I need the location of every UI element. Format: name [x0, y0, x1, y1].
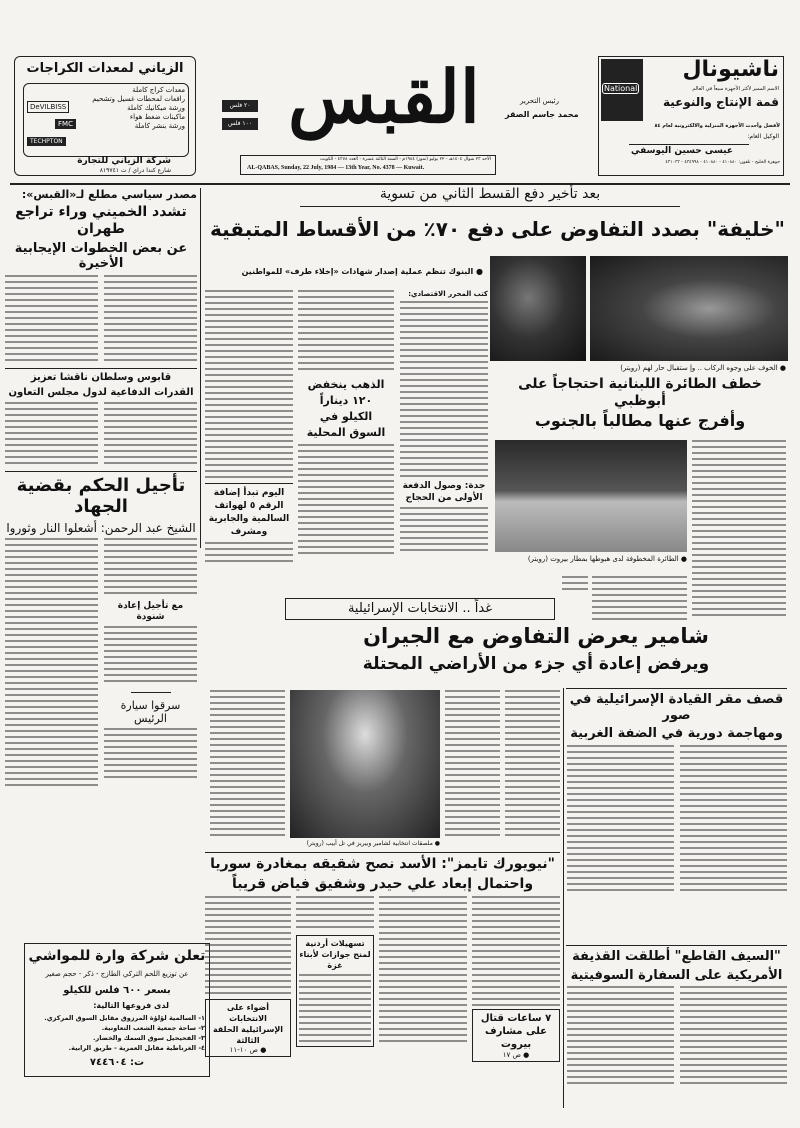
article-body — [298, 290, 394, 374]
jihad-subhead: الشيخ عبد الرحمن: أشعلوا النار وثوروا — [6, 520, 196, 535]
article-body — [592, 576, 687, 620]
date-english: AL-QABAS, Sunday, 22 July, 1984 — 13th Year, No. 4378 — Kuwait. — [247, 165, 425, 171]
photo-caption: ● الخوف على وجوه الركاب .. وإ ستقبال حار لهم (رويتر) — [620, 364, 786, 372]
brand-devilbiss: DeVILBISS — [27, 101, 69, 113]
passengers-photo — [590, 256, 788, 361]
left-column — [5, 188, 197, 788]
national-ad — [598, 56, 784, 176]
article-body — [104, 728, 197, 778]
plane-photo — [495, 440, 687, 552]
livestock-branches — [29, 1013, 205, 1053]
article-body — [379, 896, 467, 1046]
nyt-headline-2: واحتمال إبعاد علي حيدر وشفيق فياض قريباً — [231, 875, 534, 892]
sword-headline-2: الأمريكية على السفارة السوفيتية — [570, 967, 783, 983]
price-box-2: ١٠٠ فلس — [222, 118, 258, 130]
lead-col-a — [205, 290, 293, 562]
brand-fmc: FMC — [55, 119, 76, 129]
tyre-section — [566, 688, 787, 895]
livestock-phone: ت: ٧٤٤٦٠٤ — [89, 1057, 145, 1068]
jordan-headline: تسهيلات أردنية لمنح جوازات لأبناء غزة — [299, 938, 371, 970]
article-body — [296, 896, 374, 932]
article-body — [680, 986, 787, 1086]
lead-byline: كتب المحرر الاقتصادي: — [408, 290, 488, 298]
article-body — [692, 440, 786, 620]
branch-item: ٣- الفحيحيل سوق السمك والخضار. — [93, 1034, 205, 1042]
branch-item: ٢- ساحة جمعية الشعب التعاونية. — [101, 1024, 205, 1032]
national-brand: National — [604, 84, 638, 93]
tyre-headline-1: قصف مقر القيادة الإسرائيلية في صور — [569, 692, 784, 723]
elections-series-ref: ● ص ١٠-١١ — [229, 1045, 267, 1054]
nyt-headline-1: "نيويورك تايمز": الأسد نصح شقيقه بمغادرة سوريا — [210, 856, 555, 872]
elections-banner: غداً .. الانتخابات الإسرائيلية — [285, 598, 555, 620]
article-body — [5, 275, 98, 365]
shamir-headline-1: شامير يعرض التفاوض مع الجيران — [363, 624, 709, 648]
national-sub: لأفضل وأحدث الأجهزة المنزلية والالكترونية لعام ٨٤ — [654, 123, 780, 129]
article-body — [445, 690, 500, 840]
price-box-1: ٢٠ فلس — [222, 100, 258, 112]
article-body — [5, 538, 98, 788]
zayani-ad-title: الزياني لمعدات الكراجات — [26, 61, 184, 76]
national-slogan: قمة الإنتاج والنوعية — [662, 95, 779, 109]
left-top-headline-1: تشدد الخميني وراء تراجع طهران — [15, 204, 187, 237]
copts-headline: مع تأجيل إعادة شنودة — [117, 601, 184, 623]
gold-headline: الذهب ينخفض ١٢٠ ديناراً الكيلو في السوق المحلية — [306, 378, 386, 439]
president-car-headline: سرقوا سيارة الرئيس — [120, 698, 181, 726]
fighting-box: ٧ ساعات قتال على مشارف بيروت ● ص ١٧ — [472, 1009, 560, 1062]
livestock-title: تعلن شركة وارة للمواشي — [28, 948, 206, 964]
article-body — [104, 538, 197, 598]
shamir-headline-2: ويرفض إعادة أي جزء من الأراضي المحتلة — [362, 654, 710, 674]
article-body — [472, 896, 560, 1006]
jihad-headline: تأجيل الحكم بقضية الجهاد — [16, 474, 186, 518]
national-contact: جوهرة الخليج - تلفون: ٤١٠٨٨٠ - ٤١٠٨٨٠ - ٤٣٤٩٩٨ - ٤٣١٠٣٣ — [665, 160, 780, 165]
article-body — [104, 275, 197, 365]
lead-headline: "خليفة" بصدد التفاوض على دفع ٧٠٪ من الأقساط المتبقية — [210, 217, 785, 241]
livestock-branches-label: لدى فروعها التالية: — [93, 1001, 169, 1010]
livestock-ad — [24, 943, 210, 1077]
article-body — [400, 507, 488, 551]
left-top-kicker: مصدر سياسي مطلع لـ«القبس»: — [21, 188, 197, 201]
article-body — [210, 690, 285, 840]
hijack-headline-1: خطف الطائرة اللبنانية احتجاجاً على أبوظبي — [518, 376, 762, 409]
editor-label: رئيس التحرير — [520, 97, 559, 105]
article-body — [298, 444, 394, 554]
lead-bullet: ● البنوك تنظم عملية إصدار شهادات «إخلاء طرف» للمواطنين — [241, 267, 483, 276]
elections-series-box: أضواء على الانتخابات الإسرائيلية الحلقة الثالثة ● ص ١٠-١١ — [205, 999, 291, 1057]
election-photo-caption: ● ملصقات انتخابية لشامير وبيريز في تل أبيب (رويتر) — [306, 840, 440, 847]
article-body — [104, 626, 197, 686]
lead-col-c — [400, 290, 488, 551]
lead-kicker: بعد تأخير دفع القسط الثاني من تسوية — [379, 186, 601, 202]
livestock-price: بسعر ٦٠٠ فلس للكيلو — [63, 985, 171, 996]
branch-item: ٤- الغرناطية مقابل العمرية - طريق الرابية. — [68, 1044, 205, 1052]
livestock-sub: عن توزيع اللحم التركي الطازج - ذكر - حجم صغير — [45, 970, 189, 978]
zayani-ad-services: معدات كراج كاملة رافعات لمحطات غسيل وتشحيم ورشة ميكانيك كاملة ماكينات ضغط هواء ورشة بنشر كاملة — [92, 86, 185, 130]
qaboos-headline: القدرات الدفاعية لدول مجلس التعاون — [8, 386, 194, 398]
article-body — [680, 745, 787, 895]
brand-techpton: TECHPTON — [27, 137, 66, 146]
article-body — [104, 402, 197, 468]
zayani-company: شركة الزياني للتجارة — [77, 156, 171, 166]
article-body — [400, 301, 488, 477]
passengers-photo — [490, 256, 586, 361]
nyt-section — [205, 856, 560, 1062]
national-tagline: الاسم المميز لأكثر الأجهزة مبيعاً في العالم — [692, 86, 779, 92]
plane-caption: ● الطائرة المخطوفة لدى هبوطها بمطار بيروت (رويتر) — [527, 555, 687, 563]
article-body — [567, 745, 674, 895]
date-bar — [240, 155, 496, 175]
election-photo — [290, 690, 440, 838]
date-arabic: الأحد ٢٣ شوال ١٤٠٤هـ - ٢٢ يوليو (تموز) ١٩٨٤م - السنة الثالثة عشرة - العدد ٤٣٧٨ - الكويت — [320, 157, 491, 162]
qaboos-kicker: قابوس وسلطان ناقشا تعزيز — [30, 371, 172, 383]
jordan-box — [296, 935, 374, 1047]
hijack-headlines — [492, 376, 788, 430]
article-body — [562, 576, 588, 592]
branch-item: ١- السالمية لؤلؤة المرزوق مقابل السوق المركزي. — [44, 1014, 205, 1022]
article-body — [205, 896, 291, 996]
masthead-divider — [10, 183, 790, 185]
article-body — [299, 974, 371, 1044]
zayani-ad — [14, 56, 196, 176]
article-body — [567, 986, 674, 1086]
national-agent-label: الوكيل العام: — [747, 133, 779, 140]
national-agent: عيسى حسين اليوسفي — [631, 146, 733, 156]
article-body — [205, 542, 293, 562]
sword-section — [566, 945, 787, 1086]
hijack-headline-2: وأفرج عنها مطالباً بالجنوب — [534, 410, 746, 430]
masthead-logo: القبس — [288, 54, 480, 139]
left-top-headline-2: عن بعض الخطوات الإيجابية الأخيرة — [14, 240, 188, 272]
tyre-headline-2: ومهاجمة دورية في الضفة الغربية — [570, 726, 783, 742]
zayani-address: شارع كندا دراي / ت ٨١٩٧٤١ — [99, 167, 171, 174]
editor-name: محمد جاسم الصقر — [505, 110, 579, 119]
article-body — [205, 290, 293, 480]
article-body — [505, 690, 560, 840]
national-title: ناشيونال — [682, 57, 779, 82]
lead-col-b — [298, 290, 394, 554]
jeddah-headline: جدة: وصول الدفعة الأولى من الحجاج — [402, 481, 486, 503]
phones-headline: اليوم تبدأ إضافة الرقم ٥ لهواتف السالمية والجابرية ومشرف — [208, 488, 290, 537]
sword-headline-1: "السيف القاطع" أطلقت القذيفة — [572, 949, 781, 964]
fighting-ref: ● ص ١٧ — [502, 1050, 530, 1059]
article-body — [5, 402, 98, 468]
